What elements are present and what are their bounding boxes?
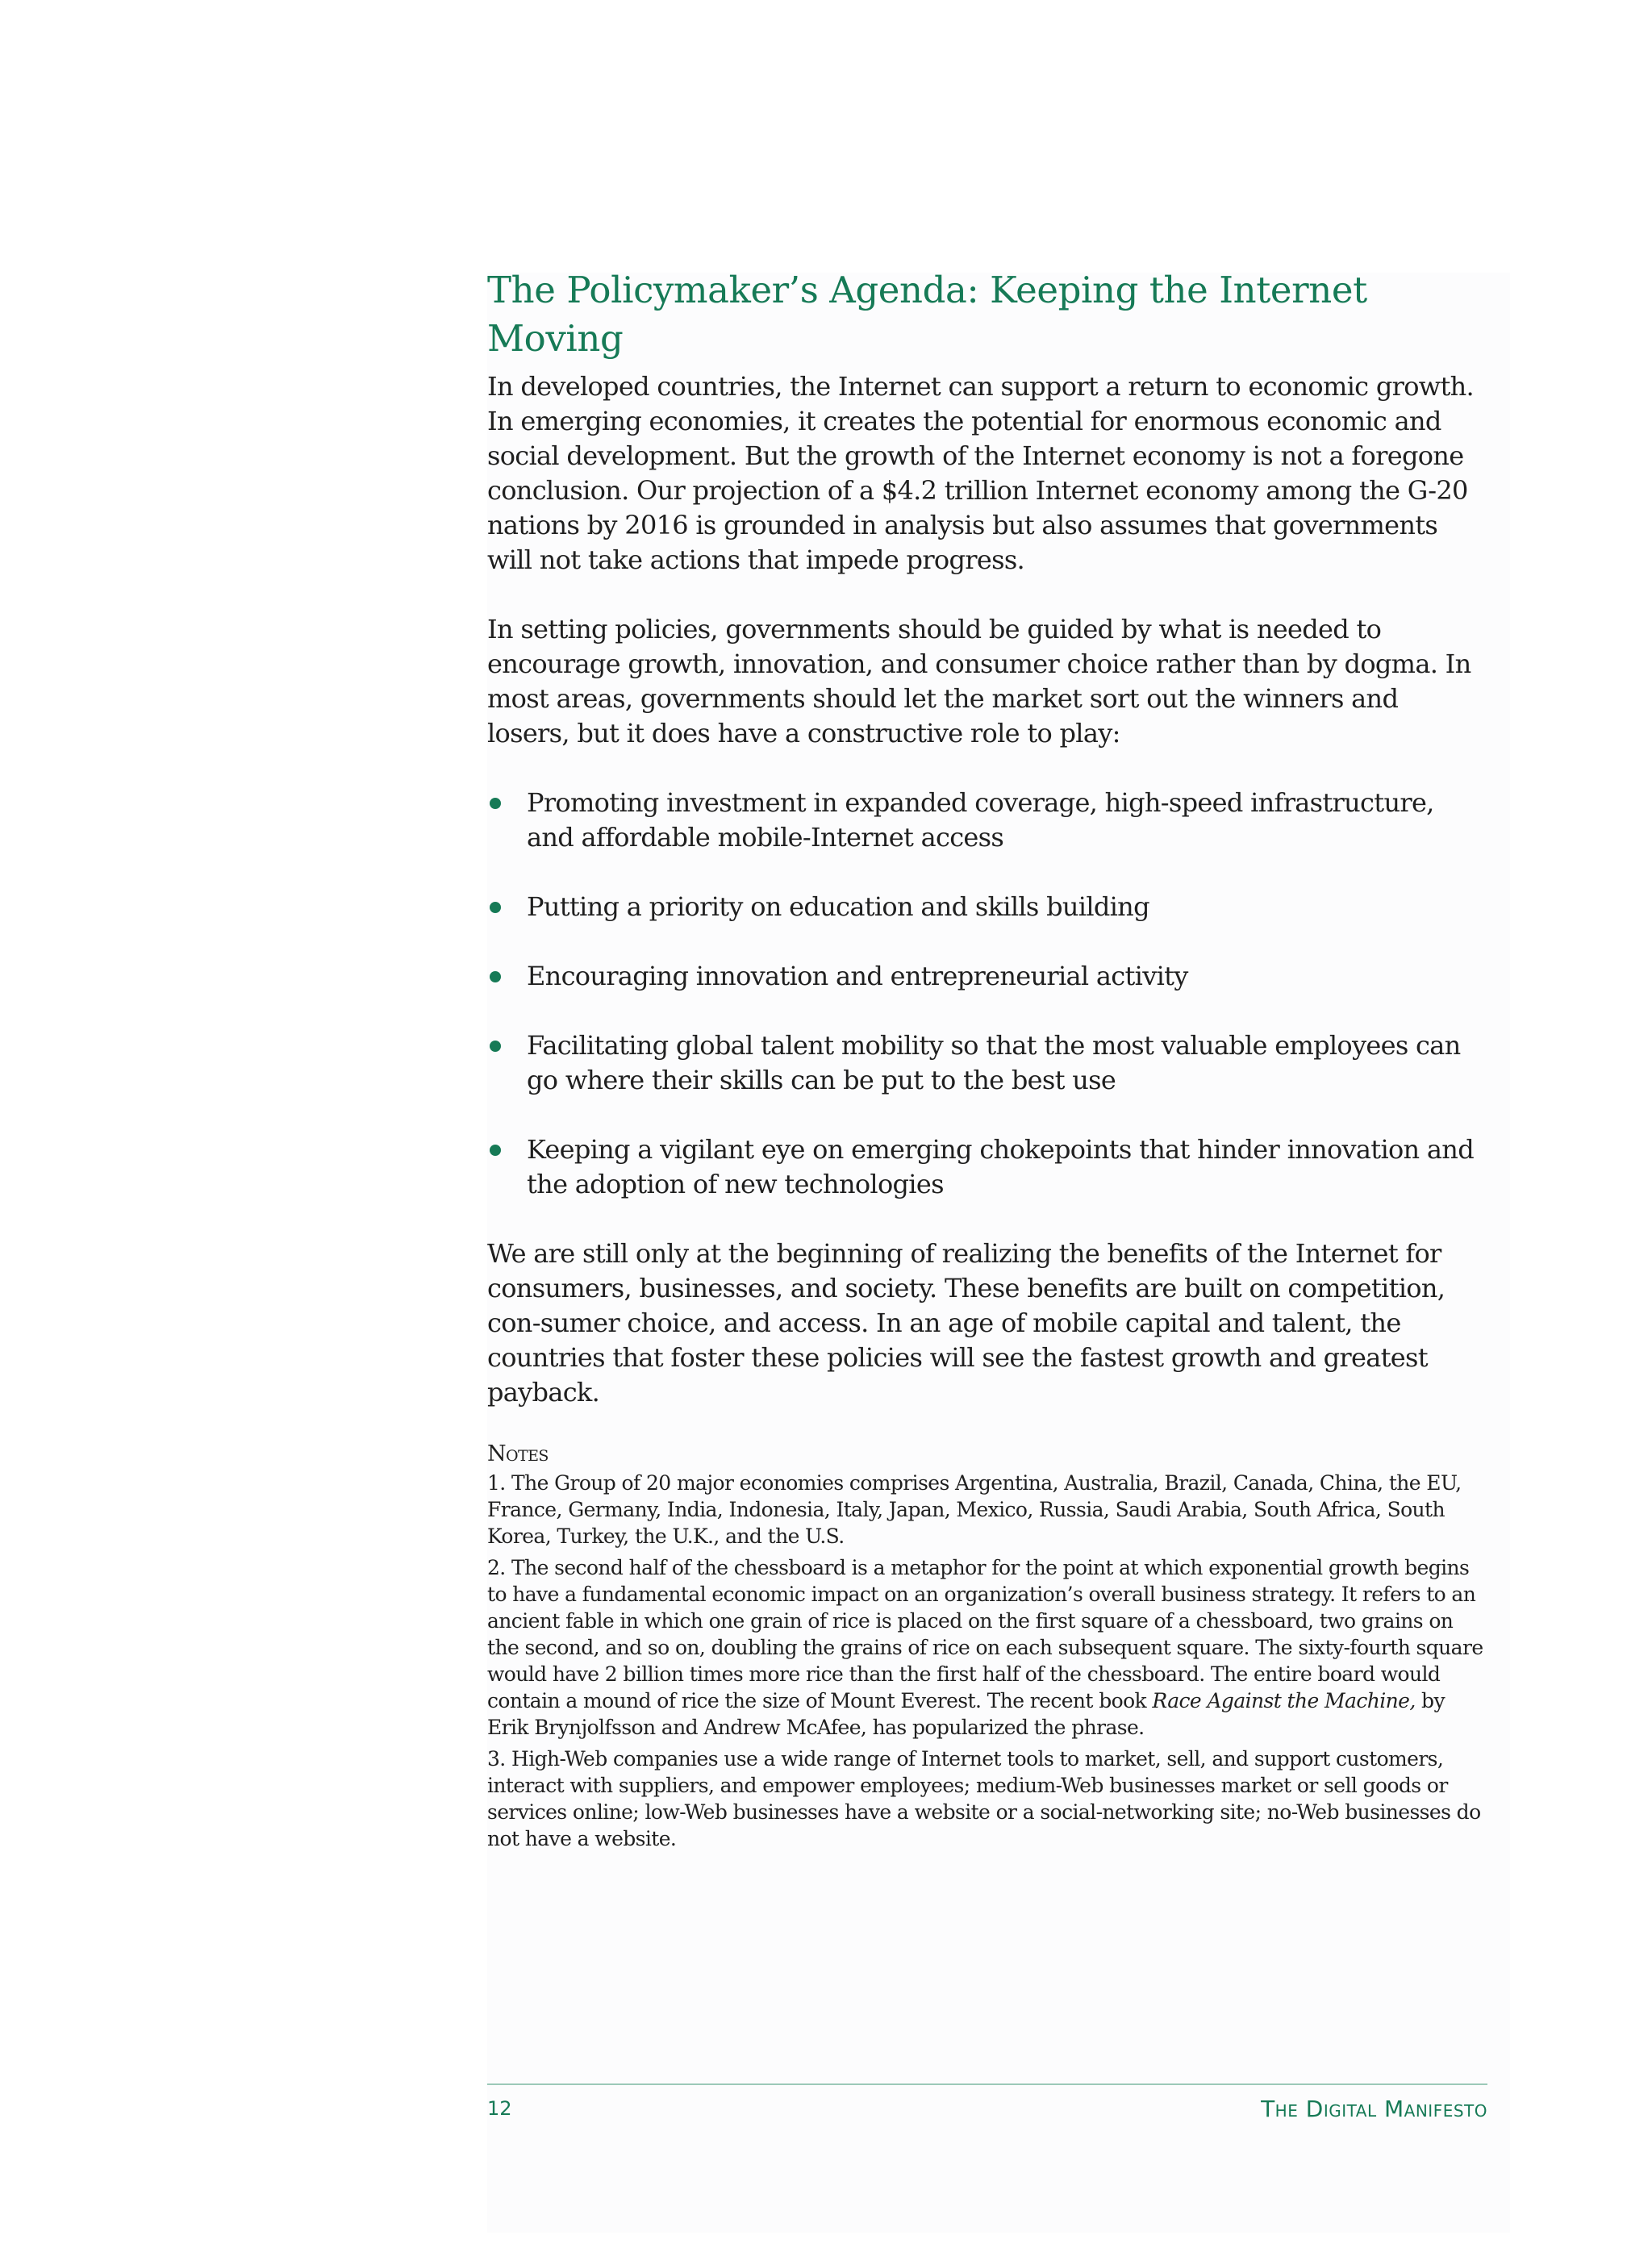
closing-paragraph: We are still only at the beginning of realizing the benefits of the Internet for consumers, businesses, and society. These benefits are built on competition, con-sumer choice, and access. In an age of mobile capital and talent, the countries that foster these policies will see the fastest growth and greatest payback. — [487, 1238, 1446, 1408]
list-item-text: Encouraging innovation and entrepreneurial activity — [527, 961, 1188, 991]
note-2-book-title: Race Against the Machine, — [1152, 1689, 1416, 1712]
list-item — [487, 890, 1487, 924]
bullet-icon — [490, 798, 501, 809]
note-2-text-end: by Erik Brynjolfsson and Andrew McAfee, has popularized the phrase. — [487, 1689, 1445, 1739]
section-heading: The Policymaker’s Agenda: Keeping the Internet Moving — [487, 269, 1367, 360]
list-item-text: Keeping a vigilant eye on emerging chokepoints that hinder innovation and the adoption of new technologies — [527, 1134, 1474, 1199]
footer-divider — [487, 2083, 1487, 2085]
list-item — [487, 786, 1487, 855]
policy-paragraph: In setting policies, governments should be guided by what is needed to encourage growth, innovation, and consumer choice rather than by dogma. In most areas, governments should let the market sort out the winners and losers, but it does have a constructive role to play: — [487, 614, 1471, 749]
intro-paragraph: In developed countries, the Internet can support a return to economic growth. In emerging economies, it creates the potential for enormous economic and social development. But the growth of the Internet economy is not a foregone conclusion. Our projection of a $4.2 trillion Internet economy among the G-20 nations by 2016 is grounded in analysis but also assumes that governments will not take actions that impede progress. — [487, 371, 1474, 575]
bullet-icon — [490, 902, 501, 913]
note-3: 3. High-Web companies use a wide range of Internet tools to market, sell, and support customers, interact with suppliers, and empower employees; medium-Web businesses market or sell goods or services online; low-Web businesses have a website or a social-networking site; no-Web businesses do not have a website. — [487, 1747, 1481, 1850]
article-body — [487, 266, 1487, 1445]
notes-heading: Notes — [487, 1441, 549, 1466]
bullet-icon — [490, 1041, 501, 1052]
list-item-text: Putting a priority on education and skills building — [527, 891, 1149, 922]
list-item-text: Promoting investment in expanded coverage, high-speed infrastructure, and affordable mobile-Internet access — [527, 787, 1434, 853]
list-item — [487, 959, 1487, 994]
running-title: The Digital Manifesto — [1261, 2096, 1487, 2122]
page-number: 12 — [487, 2097, 512, 2120]
note-1: 1. The Group of 20 major economies comprises Argentina, Australia, Brazil, Canada, China, the EU, France, Germany, India, Indonesia, Italy, Japan, Mexico, Russia, Saudi Arabia, South Africa, South Korea, Turkey, the U.K., and the U.S. — [487, 1471, 1462, 1548]
note-2 — [487, 1554, 1487, 1741]
list-item-text: Facilitating global talent mobility so that the most valuable employees can go where their skills can be put to the best use — [527, 1030, 1461, 1095]
notes-section — [487, 1441, 1487, 1857]
bullet-icon — [490, 1145, 501, 1156]
list-item — [487, 1028, 1487, 1098]
note-2-text-start: 2. The second half of the chessboard is a metaphor for the point at which exponential growth begins to have a fundamental economic impact on an organization’s overall business strategy. It refers to an ancient fable in which one grain of rice is placed on the first square of a chessboard, two grains on the second, and so on, doubling the grains of rice on each subsequent square. The sixty-fourth square would have 2 billion times more rice than the first half of the chessboard. The entire board would contain a mound of rice the size of Mount Everest. The recent book — [487, 1556, 1483, 1712]
policy-bullet-list — [487, 786, 1487, 1202]
list-item — [487, 1132, 1487, 1202]
bullet-icon — [490, 971, 501, 982]
